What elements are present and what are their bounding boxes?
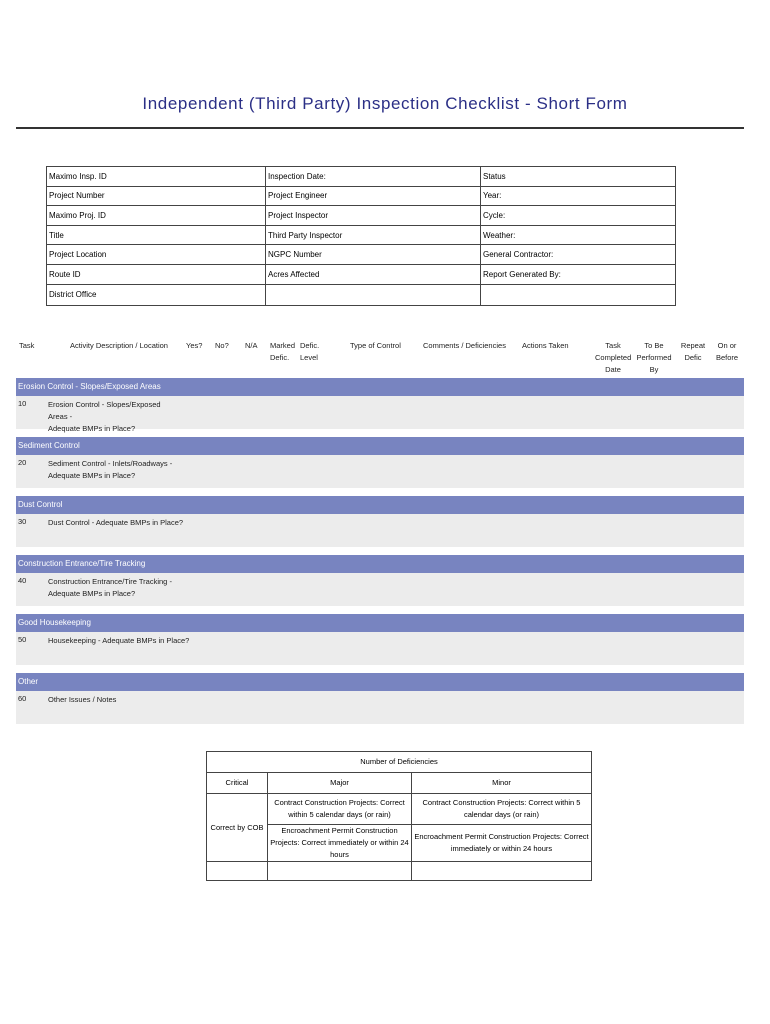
- row-task-number: 10: [18, 399, 27, 408]
- section-header: Other: [16, 673, 744, 691]
- deficiencies-critical-count[interactable]: [207, 862, 268, 881]
- section-header: Sediment Control: [16, 437, 744, 455]
- col-task-completed-date: [595, 340, 631, 376]
- field-third-party-inspector[interactable]: Third Party Inspector: [266, 225, 481, 245]
- title-divider: [16, 127, 744, 129]
- col-marked-defic: [270, 340, 295, 364]
- col-onor-line1: On or: [717, 341, 737, 350]
- field-year[interactable]: Year:: [481, 186, 676, 206]
- col-on-or-before: [715, 340, 739, 364]
- col-defic-line2: Level: [300, 353, 318, 362]
- col-repeat-line1: Repeat: [680, 341, 706, 350]
- col-task: Task: [19, 341, 35, 350]
- section-header: Good Housekeeping: [16, 614, 744, 632]
- col-task-line3: Date: [605, 365, 621, 374]
- field-empty[interactable]: [266, 284, 481, 305]
- row-desc-line2: Adequate BMPs in Place?: [48, 424, 136, 433]
- row-activity-description: [48, 635, 248, 647]
- deficiencies-critical-header: Critical: [207, 773, 268, 794]
- col-repeat-line2: Defic: [684, 353, 702, 362]
- col-tobe-line2: Performed By: [636, 353, 672, 374]
- row-task-number: 60: [18, 694, 27, 703]
- row-desc-line1: Construction Entrance/Tire Tracking -: [48, 577, 172, 586]
- field-cycle[interactable]: Cycle:: [481, 206, 676, 226]
- field-status[interactable]: Status: [481, 167, 676, 187]
- col-defic-line1: Defic.: [300, 341, 320, 350]
- col-task-line2: Completed: [595, 353, 632, 362]
- col-tobe-line1: To Be: [644, 341, 664, 350]
- checklist-row[interactable]: [16, 632, 744, 665]
- row-desc-line1: Erosion Control - Slopes/Exposed Areas -: [48, 400, 161, 421]
- page-title: Independent (Third Party) Inspection Checklist - Short Form: [142, 94, 628, 113]
- field-acres-affected[interactable]: Acres Affected: [266, 264, 481, 284]
- row-task-number: 40: [18, 576, 27, 585]
- field-project-number[interactable]: Project Number: [47, 186, 266, 206]
- row-desc-line1: Dust Control - Adequate BMPs in Place?: [48, 518, 184, 527]
- deficiencies-critical-correct-by: Correct by COB: [207, 794, 268, 862]
- deficiencies-major-count[interactable]: [268, 862, 412, 881]
- row-task-number: 50: [18, 635, 27, 644]
- row-desc-line1: Housekeeping - Adequate BMPs in Place?: [48, 636, 190, 645]
- deficiencies-major-encroachment: Encroachment Permit Construction Projects: Correct immediately or within 24 hours: [268, 825, 412, 862]
- checklist-row[interactable]: [16, 691, 744, 724]
- checklist-row[interactable]: [16, 573, 744, 606]
- col-na: N/A: [245, 341, 258, 350]
- row-task-number: 20: [18, 458, 27, 467]
- col-comments: Comments / Deficiencies: [423, 341, 506, 350]
- field-project-inspector[interactable]: Project Inspector: [266, 206, 481, 226]
- col-activity: Activity Description / Location: [70, 341, 168, 350]
- field-inspection-date[interactable]: Inspection Date:: [266, 167, 481, 187]
- row-task-number: 30: [18, 517, 27, 526]
- deficiencies-title: Number of Deficiencies: [207, 752, 592, 773]
- row-desc-line2: Adequate BMPs in Place?: [48, 589, 136, 598]
- field-ngpc-number[interactable]: NGPC Number: [266, 245, 481, 265]
- field-title[interactable]: Title: [47, 225, 266, 245]
- col-task-line1: Task: [605, 341, 621, 350]
- row-desc-line1: Other Issues / Notes: [48, 695, 117, 704]
- col-actions-taken: Actions Taken: [522, 341, 569, 350]
- deficiencies-minor-contract: Contract Construction Projects: Correct within 5 calendar days (or rain): [412, 794, 592, 825]
- section-header: Dust Control: [16, 496, 744, 514]
- field-district-office[interactable]: District Office: [47, 284, 266, 305]
- col-repeat-defic: [680, 340, 706, 364]
- checklist-column-headers: [18, 338, 744, 378]
- field-project-engineer[interactable]: Project Engineer: [266, 186, 481, 206]
- deficiencies-table: [206, 751, 592, 881]
- deficiencies-minor-count[interactable]: [412, 862, 592, 881]
- row-activity-description: [48, 399, 178, 435]
- field-empty[interactable]: [481, 284, 676, 305]
- col-to-be-performed-by: [632, 340, 676, 376]
- section-header: Construction Entrance/Tire Tracking: [16, 555, 744, 573]
- col-marked-line1: Marked: [270, 341, 296, 350]
- row-activity-description: [48, 458, 178, 482]
- field-project-location[interactable]: Project Location: [47, 245, 266, 265]
- field-maximo-proj-id[interactable]: Maximo Proj. ID: [47, 206, 266, 226]
- row-activity-description: [48, 694, 178, 706]
- field-route-id[interactable]: Route ID: [47, 264, 266, 284]
- header-info-table: [46, 166, 676, 306]
- field-general-contractor[interactable]: General Contractor:: [481, 245, 676, 265]
- row-activity-description: [48, 576, 178, 600]
- col-no: No?: [215, 341, 229, 350]
- field-report-generated-by[interactable]: Report Generated By:: [481, 264, 676, 284]
- checklist-row[interactable]: [16, 455, 744, 488]
- row-desc-line2: Adequate BMPs in Place?: [48, 471, 136, 480]
- field-maximo-insp-id[interactable]: Maximo Insp. ID: [47, 167, 266, 187]
- deficiencies-minor-header: Minor: [412, 773, 592, 794]
- row-activity-description: [48, 517, 248, 529]
- col-onor-line2: Before: [715, 353, 739, 362]
- deficiencies-major-contract: Contract Construction Projects: Correct within 5 calendar days (or rain): [268, 794, 412, 825]
- section-header: Erosion Control - Slopes/Exposed Areas: [16, 378, 744, 396]
- deficiencies-minor-encroachment: Encroachment Permit Construction Projects: Correct immediately or within 24 hours: [412, 825, 592, 862]
- col-type-of-control: Type of Control: [350, 341, 401, 350]
- col-yes: Yes?: [186, 341, 203, 350]
- row-desc-line1: Sediment Control - Inlets/Roadways -: [48, 459, 173, 468]
- deficiencies-major-header: Major: [268, 773, 412, 794]
- col-marked-line2: Defic.: [270, 353, 290, 362]
- checklist-row[interactable]: [16, 396, 744, 433]
- col-defic-level: [300, 340, 319, 364]
- checklist-row[interactable]: [16, 514, 744, 547]
- field-weather[interactable]: Weather:: [481, 225, 676, 245]
